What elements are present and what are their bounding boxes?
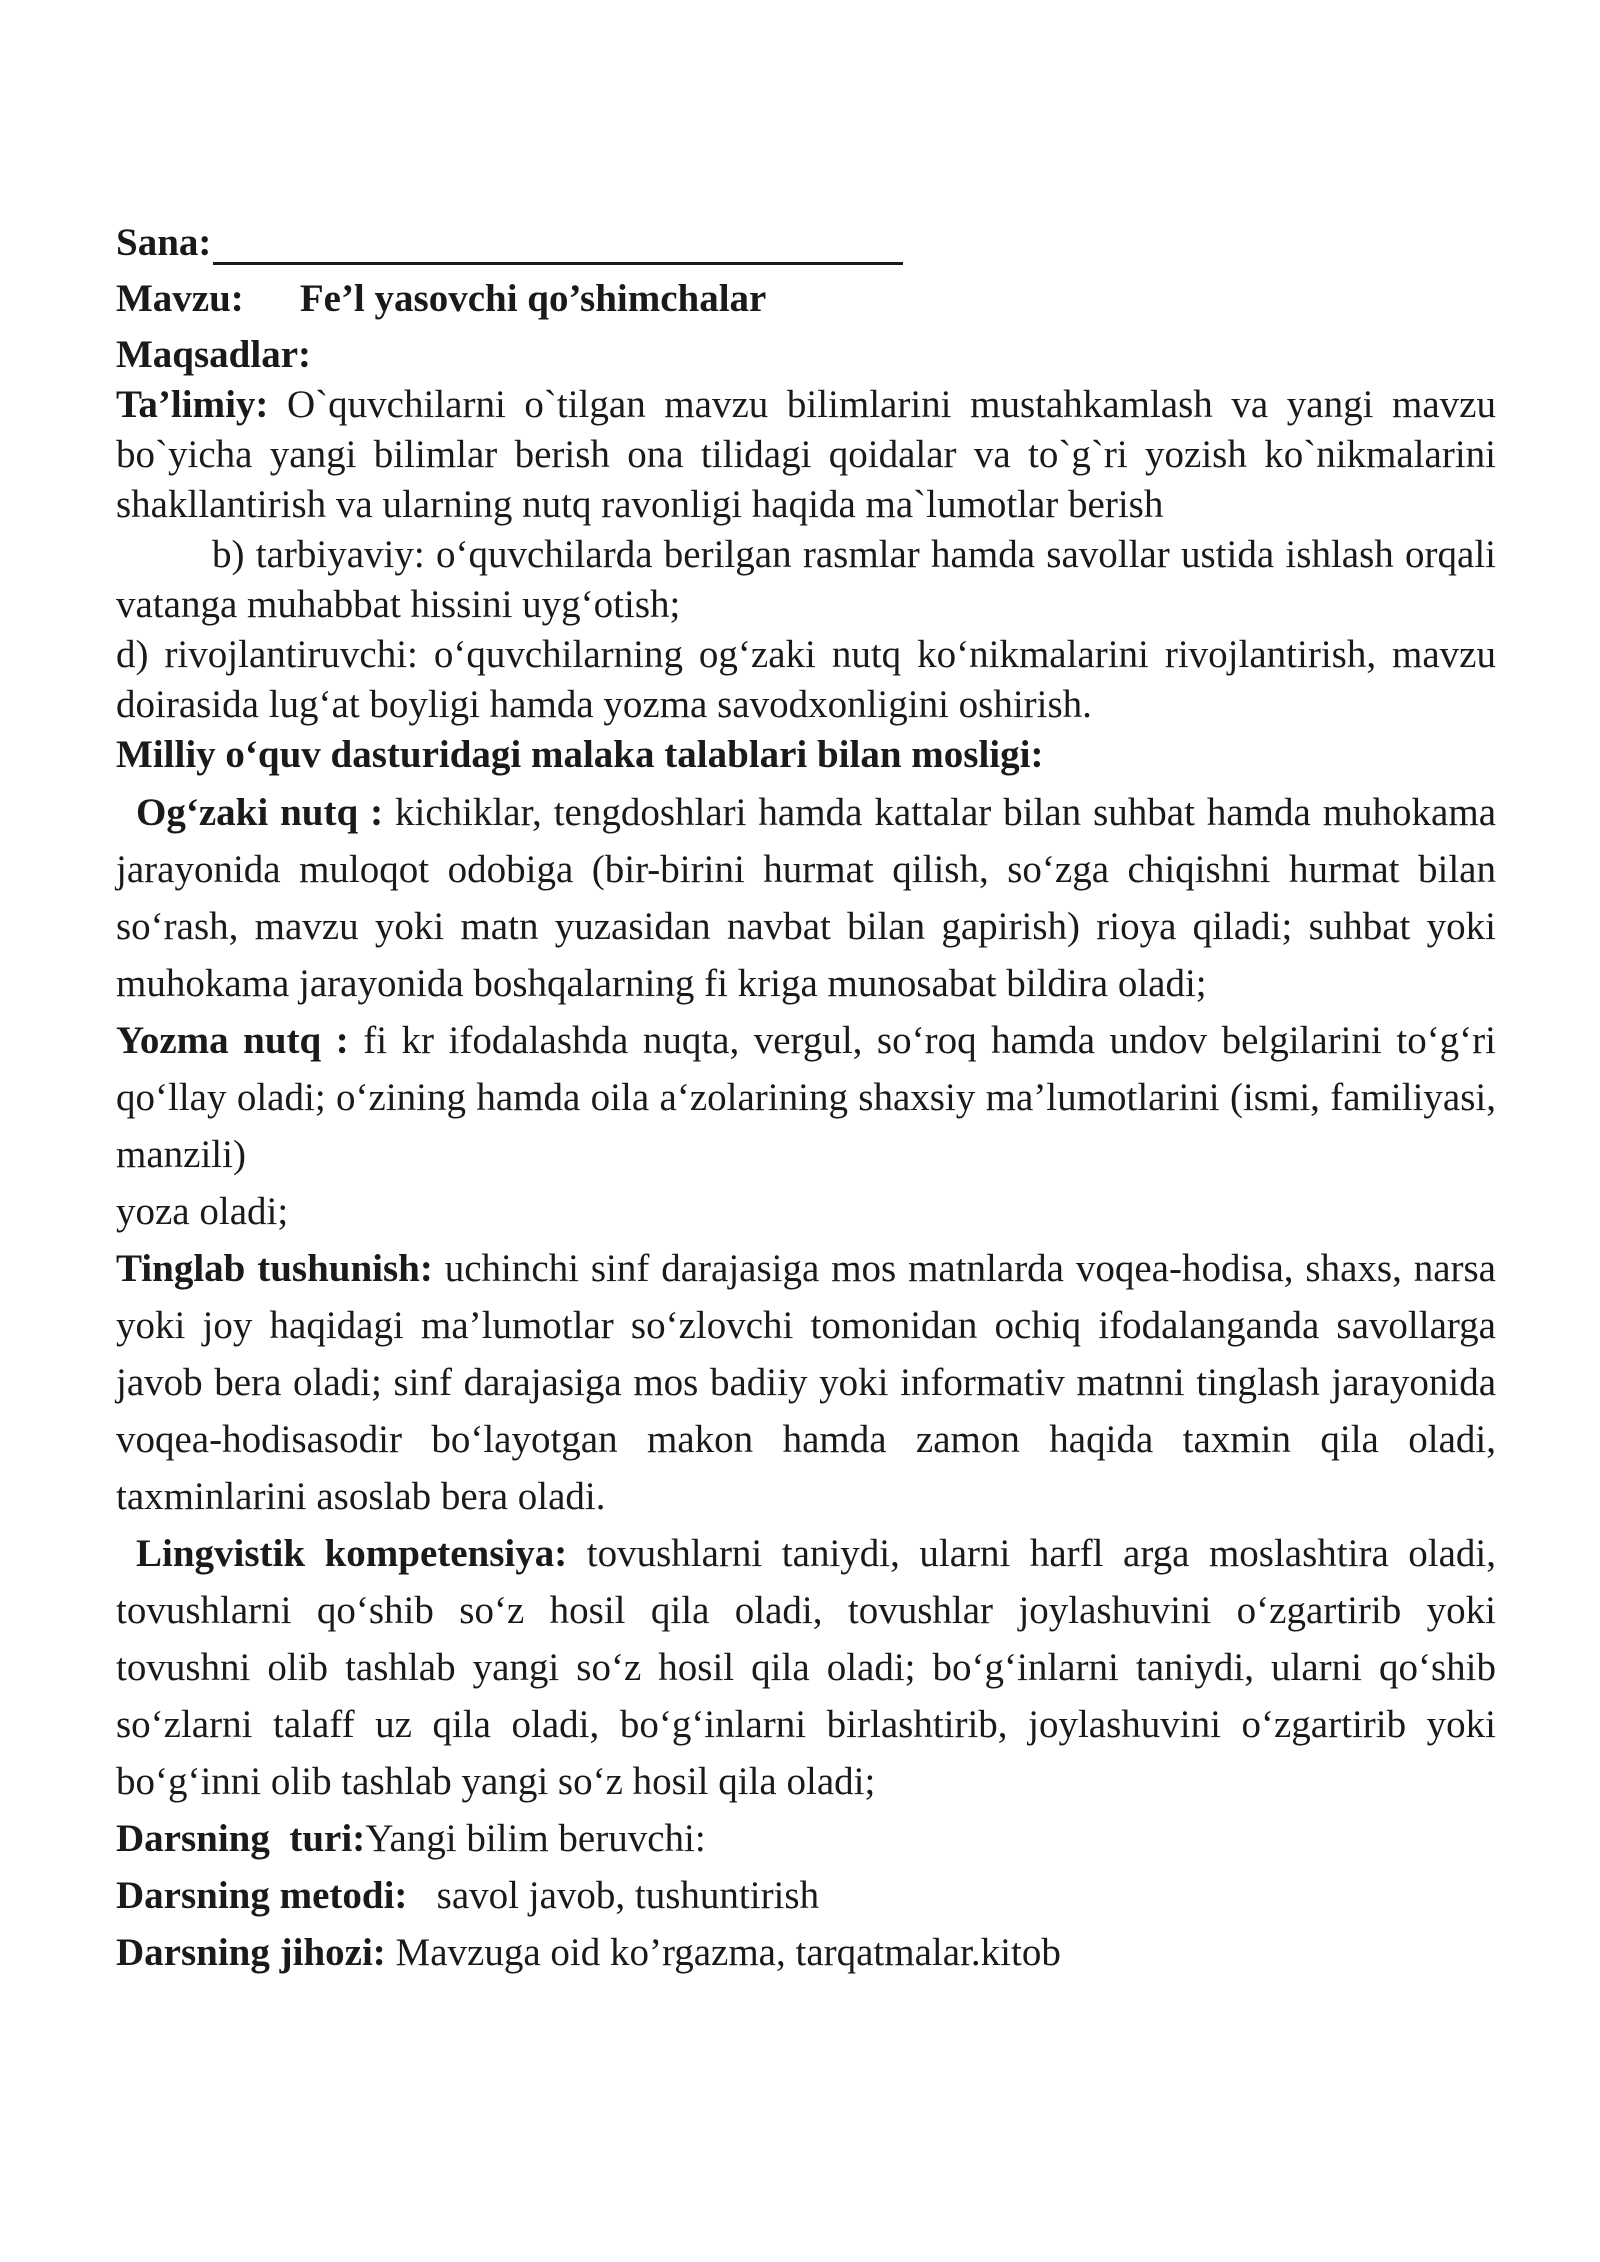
date-line bbox=[116, 218, 1496, 274]
written-speech-label: Yozma nutq : bbox=[116, 1019, 349, 1062]
linguistic-competence-label: Lingvistik kompetensiya: bbox=[136, 1532, 568, 1575]
goals-heading: Maqsadlar: bbox=[116, 333, 311, 376]
written-speech-paragraph bbox=[116, 1012, 1496, 1183]
oral-speech-label: Og‘zaki nutq : bbox=[136, 791, 384, 834]
lesson-type-value: Yangi bilim beruvchi: bbox=[365, 1817, 706, 1860]
developmental-goal-paragraph: d) rivojlantiruvchi: o‘quvchilarning og‘zaki nutq ko‘nikmalarini rivojlantirish, mavzu doirasida lug‘at boyligi hamda yozma savodxonligini oshirish. bbox=[116, 633, 1496, 726]
linguistic-competence-text: tovushlarni taniydi, ularni harfl arga moslashtira oladi, tovushlarni qo‘shib so‘z hosil qila oladi, tovushlar joylashuvini o‘zgartirib yoki tovushni olib tashlab yangi so‘z hosil qila oladi; bo‘g‘inlarni taniydi, ularni qo‘shib so‘zlarni talaff uz qila oladi, bo‘g‘inlarni birlashtirib, joylashuvini o‘zgartirib yoki bo‘g‘inni olib tashlab yangi so‘z hosil qila oladi; bbox=[116, 1532, 1497, 1803]
lesson-method-label: Darsning metodi: bbox=[116, 1874, 408, 1917]
educational-goal-paragraph bbox=[116, 380, 1496, 530]
lesson-equipment-label: Darsning jihozi: bbox=[116, 1931, 386, 1974]
national-curriculum-heading: Milliy o‘quv dasturidagi malaka talablari bilan mosligi: bbox=[116, 733, 1044, 776]
listening-label: Tinglab tushunish: bbox=[116, 1247, 433, 1290]
lesson-type-label: Darsning turi: bbox=[116, 1817, 366, 1860]
educational-goal-text: O`quvchilarni o`tilgan mavzu bilimlarini mustahkamlash va yangi mavzu bo`yicha yangi bilimlar berish ona tilidagi qoidalar va to`g`ri yozish ko`nikmalarini shakllantirish va ularning nutq ravonligi haqida ma`lumotlar berish bbox=[116, 383, 1496, 526]
lesson-equipment-line bbox=[116, 1924, 1496, 1981]
topic-title: Fe’l yasovchi qo’shimchalar bbox=[299, 277, 767, 320]
educational-goal-label: Ta’limiy: bbox=[116, 383, 269, 426]
date-blank-underline bbox=[213, 218, 903, 265]
linguistic-competence-paragraph bbox=[116, 1525, 1496, 1810]
listening-paragraph bbox=[116, 1240, 1496, 1525]
oral-speech-paragraph bbox=[116, 784, 1496, 1012]
lesson-type-line bbox=[116, 1810, 1496, 1867]
lesson-equipment-value: Mavzuga oid ko’rgazma, tarqatmalar.kitob bbox=[385, 1931, 1061, 1974]
upbringing-goal-paragraph: b) tarbiyaviy: o‘quvchilarda berilgan rasmlar hamda savollar ustida ishlash orqali vatanga muhabbat hissini uyg‘otish; bbox=[116, 533, 1496, 626]
topic-line bbox=[116, 274, 1496, 330]
lesson-method-value: savol javob, tushuntirish bbox=[407, 1874, 820, 1917]
date-label: Sana: bbox=[116, 221, 212, 264]
lesson-method-line bbox=[116, 1867, 1496, 1924]
oral-speech-text: kichiklar, tengdoshlari hamda kattalar bilan suhbat hamda muhokama jarayonida muloqot odobiga (bir-birini hurmat qilish, so‘zga chiqishni hurmat bilan so‘rash, mavzu yoki matn yuzasidan navbat bilan gapirish) rioya qiladi; suhbat yoki muhokama jarayonida boshqalarning fi kriga munosabat bildira oladi; bbox=[116, 791, 1496, 1005]
written-speech-continuation: yoza oladi; bbox=[116, 1190, 289, 1233]
written-speech-text: fi kr ifodalashda nuqta, vergul, so‘roq hamda undov belgilarini to‘g‘ri qo‘llay oladi; o‘zining hamda oila a‘zolarining shaxsiy ma’lumotlarini (ismi, familiyasi, manzili) bbox=[116, 1019, 1496, 1176]
topic-label: Mavzu: bbox=[116, 277, 244, 320]
listening-text: uchinchi sinf darajasiga mos matnlarda voqea-hodisa, shaxs, narsa yoki joy haqidagi ma’lumotlar so‘zlovchi tomonidan ochiq ifodalanganda savollarga javob bera oladi; sinf darajasiga mos badiiy yoki informativ matnni tinglash jarayonida voqea-hodisasodir bo‘layotgan makon hamda zamon haqida taxmin qila oladi, taxminlarini asoslab bera oladi. bbox=[116, 1247, 1496, 1518]
document-page bbox=[116, 218, 1496, 1981]
